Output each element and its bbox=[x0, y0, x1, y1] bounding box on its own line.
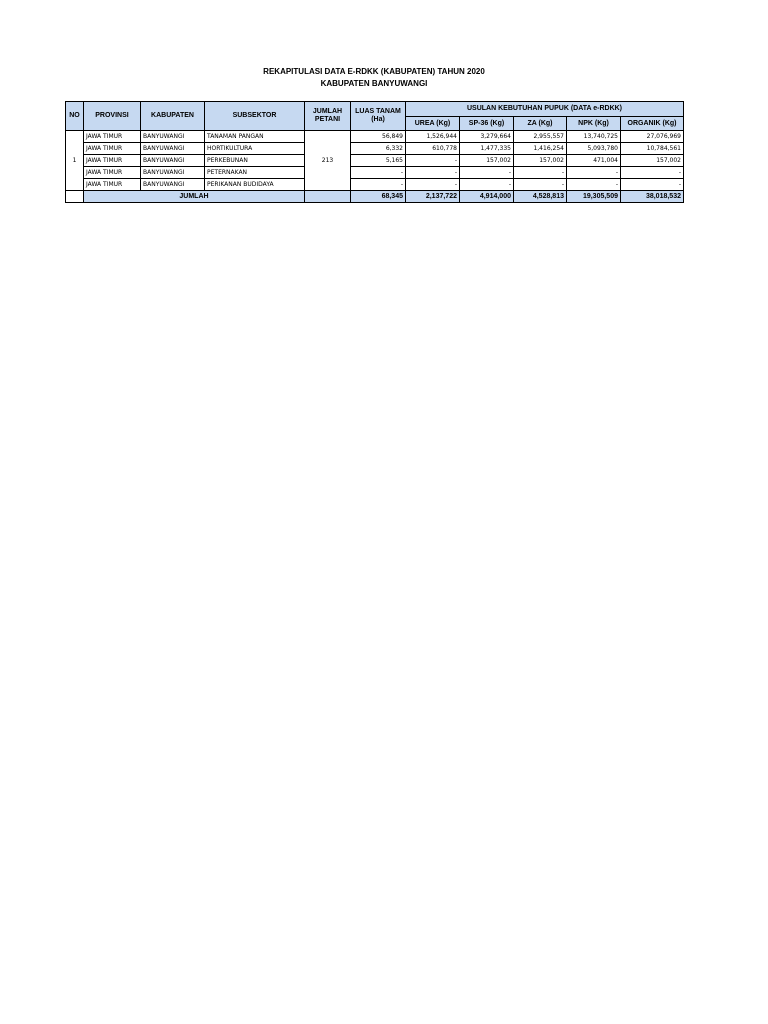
total-spacer bbox=[66, 191, 84, 203]
table-row bbox=[66, 155, 684, 167]
title-line-2: KABUPATEN BANYUWANGI bbox=[320, 79, 428, 88]
cell-subsektor: PERKEBUNAN bbox=[205, 155, 305, 167]
cell-urea: - bbox=[406, 179, 460, 191]
cell-kabupaten: BANYUWANGI bbox=[141, 179, 205, 191]
header-npk: NPK (Kg) bbox=[567, 117, 621, 131]
cell-provinsi: JAWA TIMUR bbox=[84, 167, 141, 179]
header-no: NO bbox=[66, 102, 84, 131]
cell-provinsi: JAWA TIMUR bbox=[84, 155, 141, 167]
cell-organik: - bbox=[621, 167, 684, 179]
cell-subsektor: HORTIKULTURA bbox=[205, 143, 305, 155]
cell-urea: - bbox=[406, 167, 460, 179]
cell-subsektor: TANAMAN PANGAN bbox=[205, 131, 305, 143]
total-row bbox=[66, 191, 684, 203]
cell-urea: 1,526,944 bbox=[406, 131, 460, 143]
table-row bbox=[66, 167, 684, 179]
cell-sp36: 157,002 bbox=[460, 155, 514, 167]
cell-organik: 27,076,969 bbox=[621, 131, 684, 143]
header-row-1 bbox=[66, 102, 684, 117]
cell-sp36: 1,477,335 bbox=[460, 143, 514, 155]
cell-luas: 56,849 bbox=[351, 131, 406, 143]
header-za: ZA (Kg) bbox=[514, 117, 567, 131]
title-line-1: REKAPITULASI DATA E-RDKK (KABUPATEN) TAHUN 2020 bbox=[263, 67, 485, 76]
cell-npk: - bbox=[567, 167, 621, 179]
total-luas: 68,345 bbox=[351, 191, 406, 203]
cell-luas: 6,332 bbox=[351, 143, 406, 155]
cell-organik: 10,784,561 bbox=[621, 143, 684, 155]
document-title bbox=[0, 66, 748, 90]
total-organik: 38,018,532 bbox=[621, 191, 684, 203]
header-luas-tanam: LUAS TANAM (Ha) bbox=[351, 102, 406, 131]
header-provinsi: PROVINSI bbox=[84, 102, 141, 131]
cell-urea: 610,778 bbox=[406, 143, 460, 155]
total-za: 4,528,813 bbox=[514, 191, 567, 203]
cell-za: - bbox=[514, 179, 567, 191]
cell-provinsi: JAWA TIMUR bbox=[84, 179, 141, 191]
header-usulan: USULAN KEBUTUHAN PUPUK (DATA e-RDKK) bbox=[406, 102, 684, 117]
cell-luas: - bbox=[351, 179, 406, 191]
cell-jumlah-petani: 213 bbox=[305, 131, 351, 191]
cell-subsektor: PERIKANAN BUDIDAYA bbox=[205, 179, 305, 191]
table-row bbox=[66, 131, 684, 143]
cell-kabupaten: BANYUWANGI bbox=[141, 155, 205, 167]
recap-table bbox=[65, 101, 684, 203]
total-label: JUMLAH bbox=[84, 191, 305, 203]
total-sp36: 4,914,000 bbox=[460, 191, 514, 203]
cell-npk: 471,004 bbox=[567, 155, 621, 167]
header-kabupaten: KABUPATEN bbox=[141, 102, 205, 131]
cell-provinsi: JAWA TIMUR bbox=[84, 143, 141, 155]
header-sp36: SP-36 (Kg) bbox=[460, 117, 514, 131]
table-row bbox=[66, 179, 684, 191]
cell-kabupaten: BANYUWANGI bbox=[141, 143, 205, 155]
header-subsektor: SUBSEKTOR bbox=[205, 102, 305, 131]
cell-za: - bbox=[514, 167, 567, 179]
header-organik: ORGANIK (Kg) bbox=[621, 117, 684, 131]
cell-subsektor: PETERNAKAN bbox=[205, 167, 305, 179]
cell-kabupaten: BANYUWANGI bbox=[141, 131, 205, 143]
total-urea: 2,137,722 bbox=[406, 191, 460, 203]
cell-kabupaten: BANYUWANGI bbox=[141, 167, 205, 179]
cell-npk: 5,093,780 bbox=[567, 143, 621, 155]
cell-npk: - bbox=[567, 179, 621, 191]
cell-luas: 5,165 bbox=[351, 155, 406, 167]
cell-sp36: - bbox=[460, 179, 514, 191]
cell-no: 1 bbox=[66, 131, 84, 191]
cell-urea: - bbox=[406, 155, 460, 167]
cell-za: 157,002 bbox=[514, 155, 567, 167]
total-npk: 19,305,509 bbox=[567, 191, 621, 203]
cell-sp36: - bbox=[460, 167, 514, 179]
cell-za: 2,955,557 bbox=[514, 131, 567, 143]
cell-provinsi: JAWA TIMUR bbox=[84, 131, 141, 143]
cell-za: 1,416,254 bbox=[514, 143, 567, 155]
cell-npk: 13,740,725 bbox=[567, 131, 621, 143]
total-petani-empty bbox=[305, 191, 351, 203]
header-urea: UREA (Kg) bbox=[406, 117, 460, 131]
cell-organik: 157,002 bbox=[621, 155, 684, 167]
table-row bbox=[66, 143, 684, 155]
cell-sp36: 3,279,664 bbox=[460, 131, 514, 143]
cell-luas: - bbox=[351, 167, 406, 179]
cell-organik: - bbox=[621, 179, 684, 191]
header-jumlah-petani: JUMLAH PETANI bbox=[305, 102, 351, 131]
